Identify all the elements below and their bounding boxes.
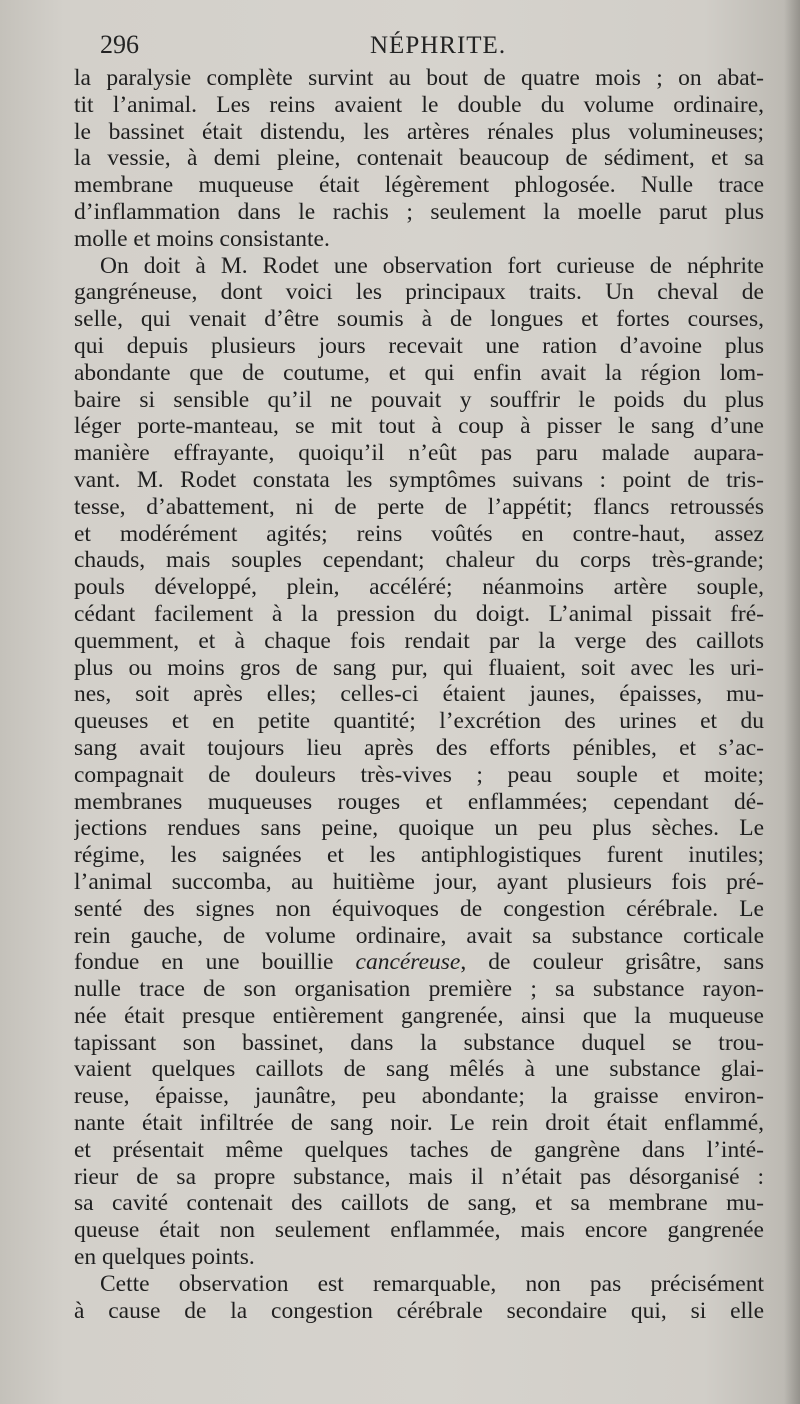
text-line: manière effrayante, quoiqu’il n’eût pas paru malade aupara- bbox=[74, 440, 764, 467]
text-line-with-italic bbox=[74, 949, 764, 976]
text-line: cédant facilement à la pression du doigt. L’animal pissait fré- bbox=[74, 600, 764, 627]
text-line: léger porte-manteau, se mit tout à coup à pisser le sang d’une bbox=[74, 413, 764, 440]
page-edge-shadow bbox=[784, 0, 800, 1404]
text-line: et modérément agités; reins voûtés en contre-haut, assez bbox=[74, 520, 764, 547]
text-line: gangréneuse, dont voici les principaux traits. Un cheval de bbox=[74, 279, 764, 306]
text-line: nes, soit après elles; celles-ci étaient jaunes, épaisses, mu- bbox=[74, 681, 764, 708]
text-line: la vessie, à demi pleine, contenait beaucoup de sédiment, et sa bbox=[74, 145, 764, 172]
text-line: à cause de la congestion cérébrale secondaire qui, si elle bbox=[74, 1297, 764, 1324]
text-line: reuse, épaisse, jaunâtre, peu abondante; la graisse environ- bbox=[74, 1083, 764, 1110]
page-number: 296 bbox=[100, 30, 139, 59]
text-line: l’animal succomba, au huitième jour, ayant plusieurs fois pré- bbox=[74, 868, 764, 895]
running-head: NÉPHRITE. bbox=[370, 32, 507, 59]
text-line: jections rendues sans peine, quoique un peu plus sèches. Le bbox=[74, 815, 764, 842]
text-line: rein gauche, de volume ordinaire, avait sa substance corticale bbox=[74, 922, 764, 949]
page-header bbox=[100, 30, 760, 70]
text-line: vant. M. Rodet constata les symptômes suivans : point de tris- bbox=[74, 466, 764, 493]
text-line: en quelques points. bbox=[74, 1244, 255, 1271]
text-line: née était presque entièrement gangrenée, ainsi que la muqueuse bbox=[74, 1002, 764, 1029]
text-line: molle et moins consistante. bbox=[74, 225, 330, 252]
text-line: tapissant son bassinet, dans la substance duquel se trou- bbox=[74, 1029, 764, 1056]
text-line: tesse, d’abattement, ni de perte de l’appétit; flancs retroussés bbox=[74, 493, 764, 520]
text-line: nante était infiltrée de sang noir. Le rein droit était enflammé, bbox=[74, 1110, 764, 1137]
text-segment: fondue en une bouillie bbox=[74, 949, 334, 976]
text-line: la paralysie complète survint au bout de quatre mois ; on abat- bbox=[74, 65, 764, 91]
text-line: selle, qui venait d’être soumis à de longues et fortes courses, bbox=[74, 306, 764, 333]
text-line: chauds, mais souples cependant; chaleur du corps très-grande; bbox=[74, 547, 764, 574]
text-segment: , de couleur grisâtre, sans bbox=[460, 949, 764, 976]
italic-term: cancéreuse bbox=[355, 949, 461, 976]
text-line: queuse était non seulement enflammée, mais encore gangrenée bbox=[74, 1217, 764, 1244]
text-line: d’inflammation dans le rachis ; seulement la moelle parut plus bbox=[74, 198, 764, 225]
paragraph-start-line: On doit à M. Rodet une observation fort curieuse de néphrite bbox=[100, 252, 764, 279]
text-line: senté des signes non équivoques de congestion cérébrale. Le bbox=[74, 895, 764, 922]
text-line: queuses et en petite quantité; l’excrétion des urines et du bbox=[74, 708, 764, 735]
text-line: membrane muqueuse était légèrement phlogosée. Nulle trace bbox=[74, 172, 764, 199]
paragraph-start-line: Cette observation est remarquable, non pas précisément bbox=[100, 1270, 764, 1297]
text-line: régime, les saignées et les antiphlogistiques furent inutiles; bbox=[74, 842, 764, 869]
text-line: sa cavité contenait des caillots de sang, et sa membrane mu- bbox=[74, 1190, 764, 1217]
text-line: quemment, et à chaque fois rendait par la verge des caillots bbox=[74, 627, 764, 654]
text-line: nulle trace de son organisation première ; sa substance rayon- bbox=[74, 976, 764, 1003]
text-line: baire si sensible qu’il ne pouvait y souffrir le poids du plus bbox=[74, 386, 764, 413]
text-line: qui depuis plusieurs jours recevait une ration d’avoine plus bbox=[74, 332, 764, 359]
text-line: abondante que de coutume, et qui enfin avait la région lom- bbox=[74, 359, 764, 386]
text-line: rieur de sa propre substance, mais il n’était pas désorganisé : bbox=[74, 1163, 764, 1190]
body-text bbox=[74, 65, 764, 1324]
text-line: et présentait même quelques taches de gangrène dans l’inté- bbox=[74, 1136, 764, 1163]
text-line: plus ou moins gros de sang pur, qui fluaient, soit avec les uri- bbox=[74, 654, 764, 681]
text-line: pouls développé, plein, accéléré; néanmoins artère souple, bbox=[74, 574, 764, 601]
text-line: sang avait toujours lieu après des efforts pénibles, et s’ac- bbox=[74, 734, 764, 761]
text-line: le bassinet était distendu, les artères rénales plus volumineuses; bbox=[74, 118, 764, 145]
text-line: vaient quelques caillots de sang mêlés à une substance glai- bbox=[74, 1056, 764, 1083]
text-line: compagnait de douleurs très-vives ; peau souple et moite; bbox=[74, 761, 764, 788]
text-line: membranes muqueuses rouges et enflammées; cependant dé- bbox=[74, 788, 764, 815]
text-line: tit l’animal. Les reins avaient le double du volume ordinaire, bbox=[74, 91, 764, 118]
